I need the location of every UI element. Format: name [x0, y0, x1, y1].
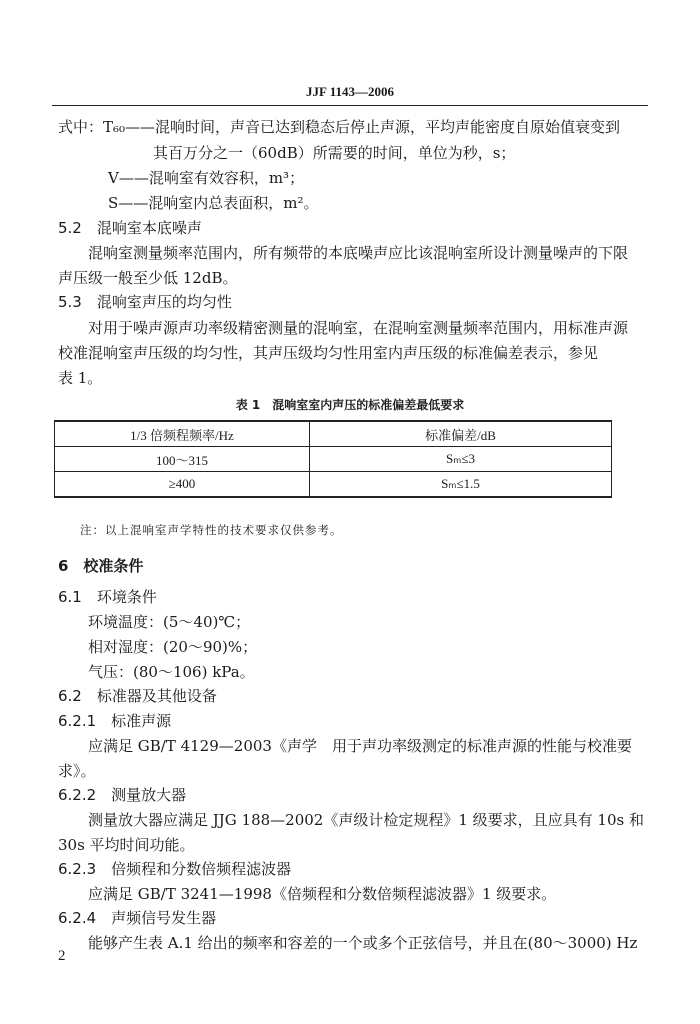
section-6-2-1-para-line2: 求》。 — [58, 762, 96, 780]
section-6-2-4-heading: 6.2.4 声频信号发生器 — [58, 909, 217, 927]
section-6-2-2-para-line2: 30s 平均时间功能。 — [58, 836, 195, 854]
s-definition: S——混响室内总表面积，m²。 — [108, 194, 319, 212]
table-1 — [54, 420, 612, 498]
section-5-3-para-line3: 表 1。 — [58, 369, 103, 387]
section-6-2-heading: 6.2 标准器及其他设备 — [58, 687, 217, 705]
table-header-row — [55, 421, 612, 447]
page-number: 2 — [58, 948, 66, 964]
section-6-2-2-para-line1: 测量放大器应满足 JJG 188—2002《声级计检定规程》1 级要求，且应具有 10s 和 — [88, 811, 644, 829]
section-6-2-2-heading: 6.2.2 测量放大器 — [58, 786, 187, 804]
env-pressure: 气压：(80～106) kPa。 — [88, 663, 255, 681]
env-humidity: 相对湿度：(20～90)%； — [88, 638, 258, 656]
v-definition: V——混响室有效容积，m³； — [108, 169, 305, 187]
section-5-2-para-line2: 声压级一般至少低 12dB。 — [58, 269, 238, 287]
table-header-std-deviation: 标准偏差/dB — [310, 421, 612, 447]
table-note: 注：以上混响室声学特性的技术要求仅供参考。 — [80, 523, 343, 537]
section-5-2-heading: 5.2 混响室本底噪声 — [58, 219, 202, 237]
document-code-header: JJF 1143—2006 — [306, 84, 394, 99]
t60-definition-line1: 式中：T₆₀——混响时间，声音已达到稳态后停止声源，平均声能密度自原始值衰变到 — [58, 118, 621, 136]
table-1-caption: 表 1 混响室室内声压的标准偏差最低要求 — [235, 398, 465, 412]
table-header-frequency: 1/3 倍频程频率/Hz — [55, 421, 310, 447]
header-rule — [52, 105, 648, 106]
table-row — [55, 472, 612, 498]
section-6-2-1-heading: 6.2.1 标准声源 — [58, 712, 172, 730]
section-6-2-3-para-line1: 应满足 GB/T 3241—1998《倍频程和分数倍频程滤波器》1 级要求。 — [88, 885, 557, 903]
section-6-1-heading: 6.1 环境条件 — [58, 588, 157, 606]
section-5-2-para-line1: 混响室测量频率范围内，所有频带的本底噪声应比该混响室所设计测量噪声的下限 — [88, 244, 629, 262]
section-6-heading: 6 校准条件 — [58, 557, 144, 575]
table-row — [55, 447, 612, 472]
table-cell-std-deviation: Sₘ≤3 — [310, 447, 612, 472]
section-6-2-1-para-line1: 应满足 GB/T 4129—2003《声学 用于声功率级测定的标准声源的性能与校准要 — [88, 737, 632, 755]
env-temperature: 环境温度：(5～40)℃； — [88, 613, 251, 631]
section-5-3-heading: 5.3 混响室声压的均匀性 — [58, 293, 232, 311]
table-cell-frequency: 100～315 — [55, 447, 310, 472]
table-cell-frequency: ≥400 — [55, 472, 310, 498]
section-5-3-para-line2: 校准混响室声压级的均匀性，其声压级均匀性用室内声压级的标准偏差表示，参见 — [58, 344, 599, 362]
table-cell-std-deviation: Sₘ≤1.5 — [310, 472, 612, 498]
t60-definition-line2: 其百万分之一（60dB）所需要的时间，单位为秒，s； — [153, 144, 516, 162]
section-5-3-para-line1: 对用于噪声源声功率级精密测量的混响室，在混响室测量频率范围内，用标准声源 — [88, 319, 629, 337]
section-6-2-3-heading: 6.2.3 倍频程和分数倍频程滤波器 — [58, 860, 292, 878]
section-6-2-4-para-line1: 能够产生表 A.1 给出的频率和容差的一个或多个正弦信号，并且在(80～3000) Hz — [88, 934, 638, 952]
